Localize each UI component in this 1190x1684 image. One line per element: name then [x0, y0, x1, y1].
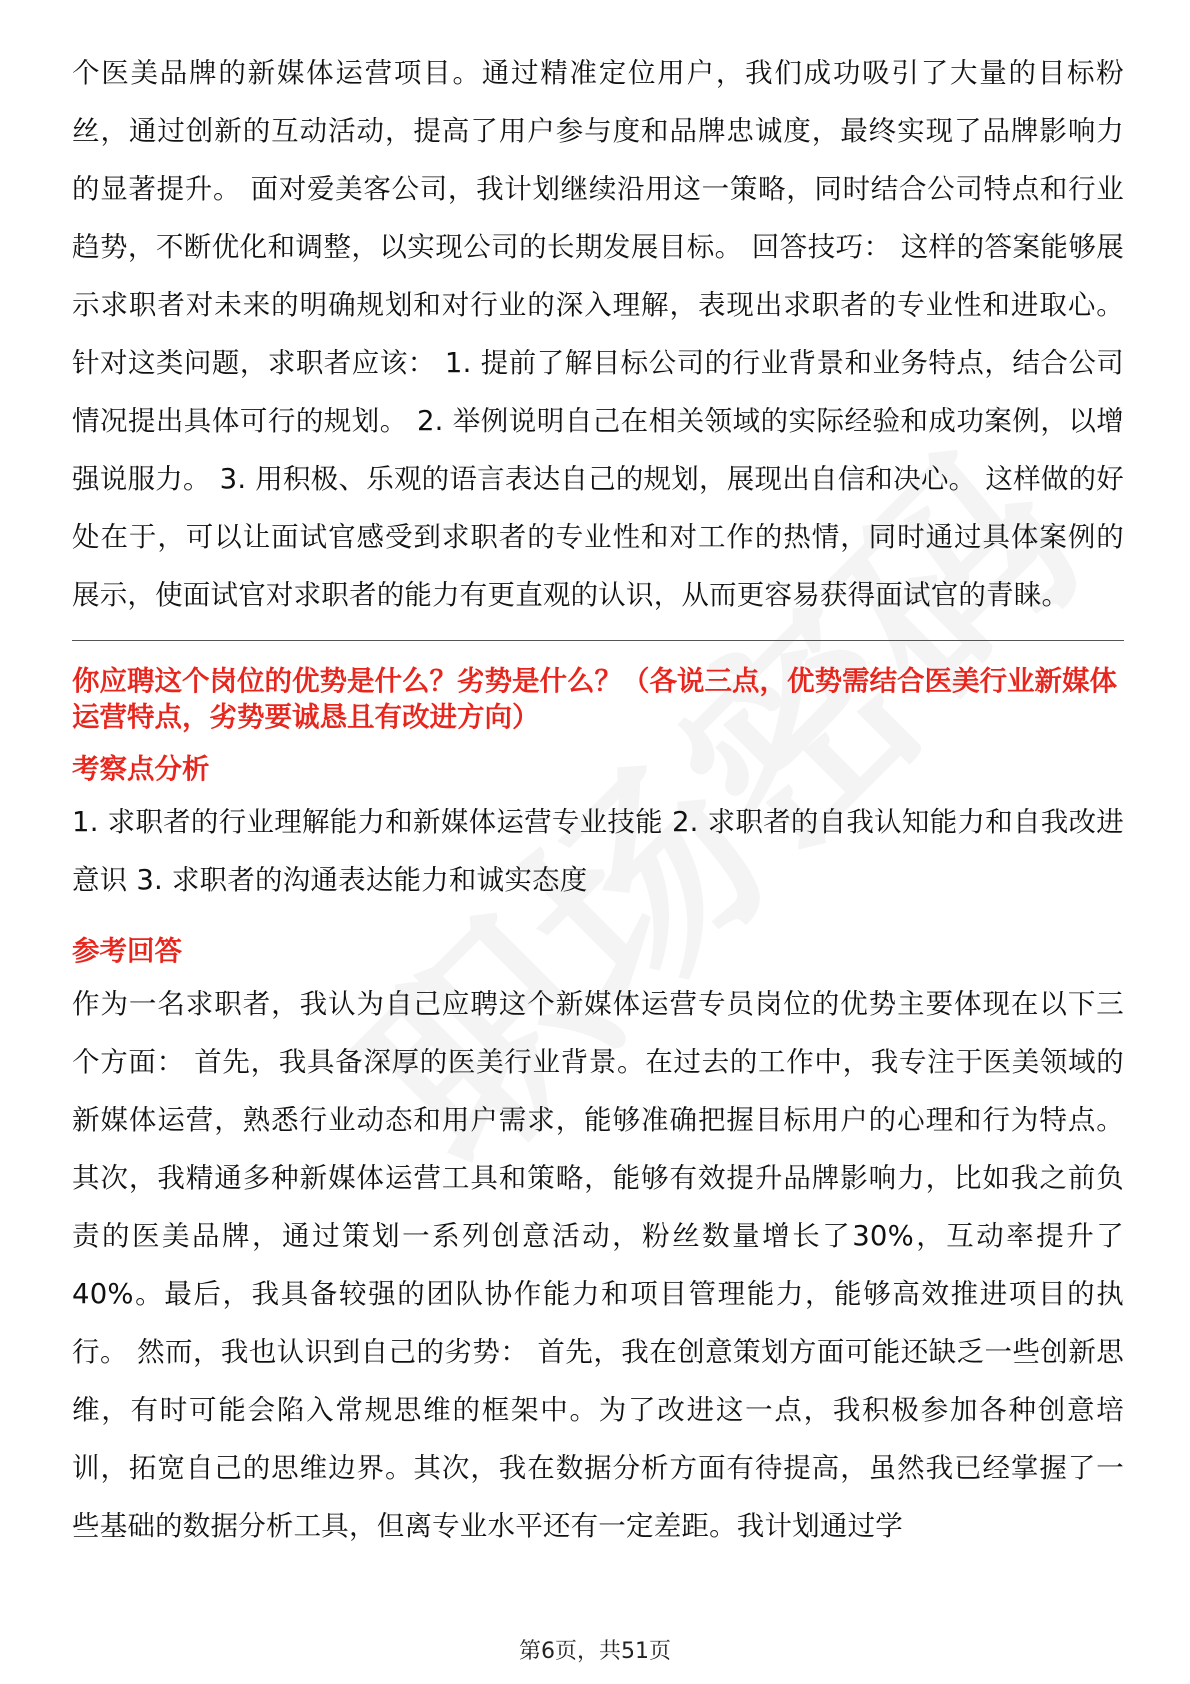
- document-page: [72, 44, 1124, 1555]
- analysis-text: 1. 求职者的行业理解能力和新媒体运营专业技能 2. 求职者的自我认知能力和自我改进意识 3. 求职者的沟通表达能力和诚实态度: [72, 806, 1124, 896]
- answer-text: 作为一名求职者，我认为自己应聘这个新媒体运营专员岗位的优势主要体现在以下三个方面： 首先，我具备深厚的医美行业背景。在过去的工作中，我专注于医美领域的新媒体运营，熟悉行业动态和用户需求，能够准确把握目标用户的心理和行为特点。其次，我精通多种新媒体运营工具和策略，能够有效提升品牌影响力，比如我之前负责的医美品牌，通过策划一系列创意活动，粉丝数量增长了30%，互动率提升了40%。最后，我具备较强的团队协作能力和项目管理能力，能够高效推进项目的执行。 然而，我也认识到自己的劣势： 首先，我在创意策划方面可能还缺乏一些创新思维，有时可能会陷入常规思维的框架中。为了改进这一点，我积极参加各种创意培训，拓宽自己的思维边界。其次，我在数据分析方面有待提高，虽然我已经掌握了一些基础的数据分析工具，但离专业水平还有一定差距。我计划通过学: [72, 988, 1124, 1542]
- interview-question: 你应聘这个岗位的优势是什么？劣势是什么？（各说三点，优势需结合医美行业新媒体运营特点，劣势要诚恳且有改进方向）: [72, 665, 1117, 733]
- intro-paragraph: 个医美品牌的新媒体运营项目。通过精准定位用户，我们成功吸引了大量的目标粉丝，通过创新的互动活动，提高了用户参与度和品牌忠诚度，最终实现了品牌影响力的显著提升。 面对爱美客公司，我计划继续沿用这一策略，同时结合公司特点和行业趋势，不断优化和调整，以实现公司的长期发展目标。 回答技巧： 这样的答案能够展示求职者对未来的明确规划和对行业的深入理解，表现出求职者的专业性和进取心。针对这类问题，求职者应该： 1. 提前了解目标公司的行业背景和业务特点，结合公司情况提出具体可行的规划。 2. 举例说明自己在相关领域的实际经验和成功案例，以增强说服力。 3. 用积极、乐观的语言表达自己的规划，展现出自信和决心。 这样做的好处在于，可以让面试官感受到求职者的专业性和对工作的热情，同时通过具体案例的展示，使面试官对求职者的能力有更直观的认识，从而更容易获得面试官的青睐。: [72, 57, 1124, 611]
- page-footer: 第6页，共51页: [519, 1639, 671, 1664]
- analysis-heading: 考察点分析: [72, 753, 210, 785]
- section-divider: [72, 640, 1124, 641]
- answer-heading: 参考回答: [72, 935, 182, 967]
